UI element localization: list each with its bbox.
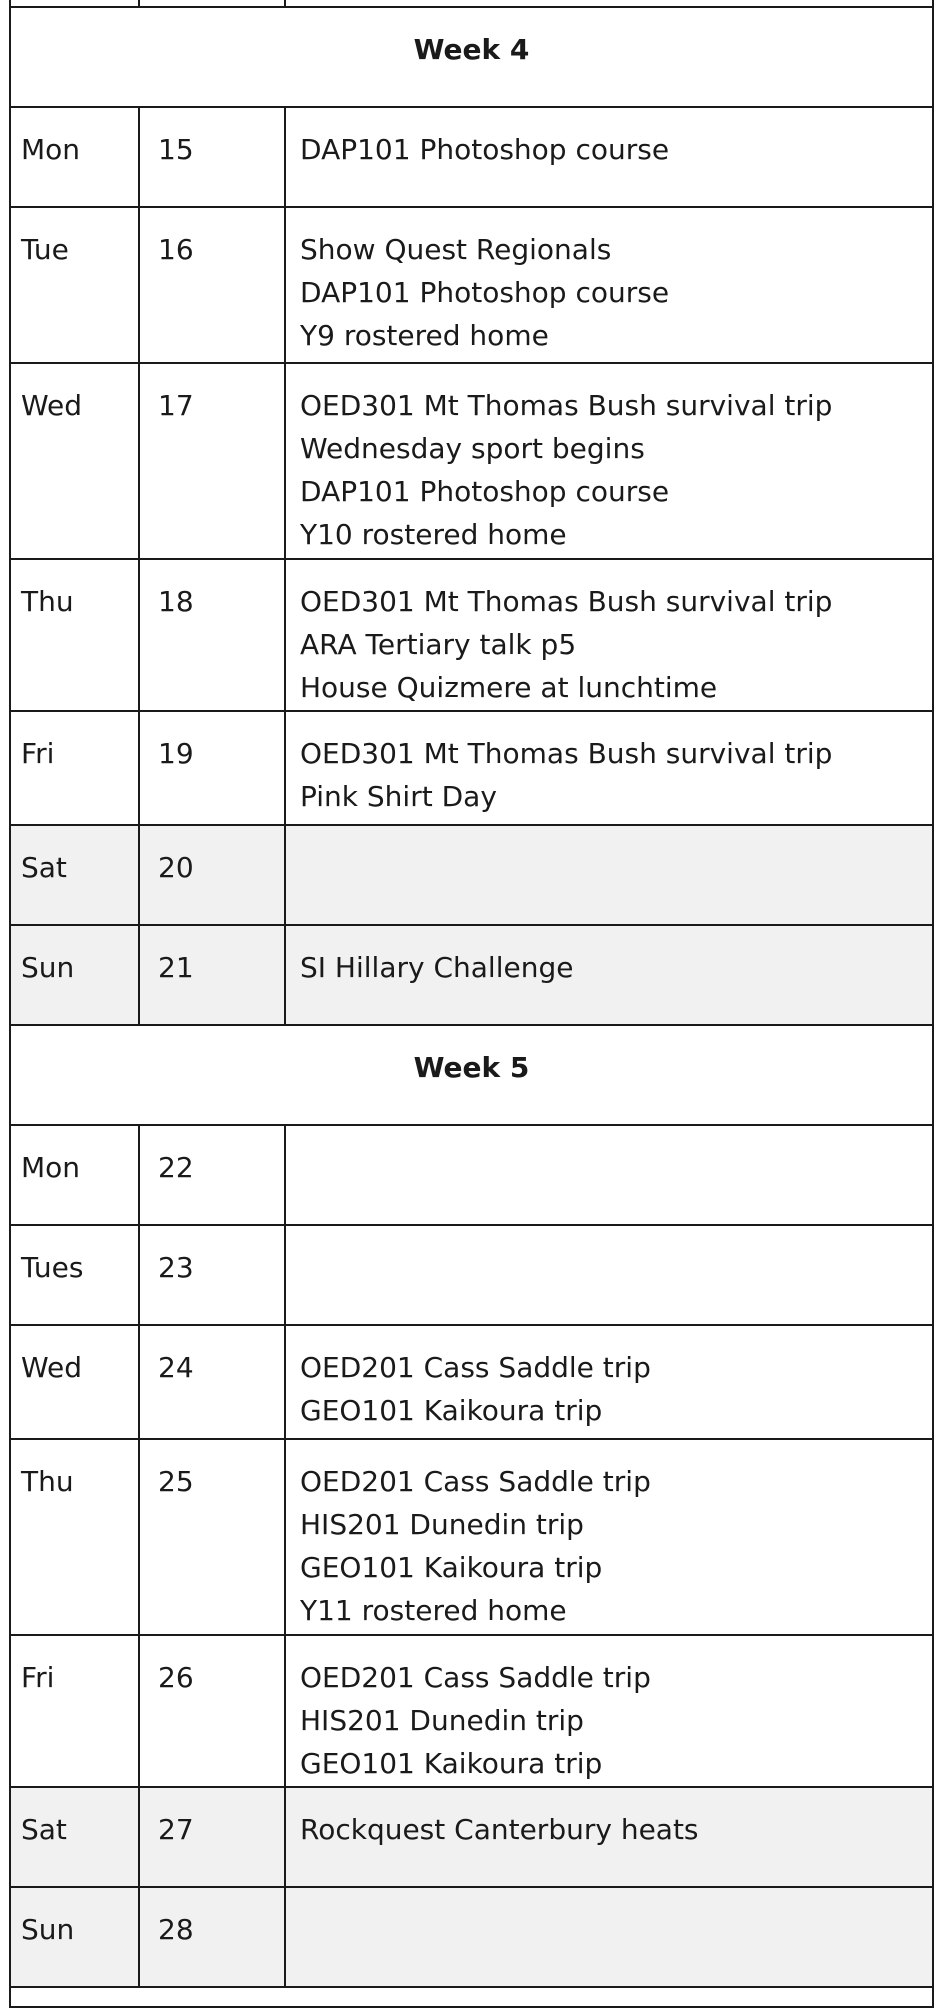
previous-row-remnant — [10, 0, 933, 7]
event-item: GEO101 Kaikoura trip — [300, 1747, 603, 1780]
events-cell — [285, 925, 933, 1025]
event-item: DAP101 Photoshop course — [300, 475, 670, 508]
stub-cell — [285, 0, 933, 7]
day-name-cell: Thu — [10, 559, 139, 711]
day-name-cell: Fri — [10, 711, 139, 825]
event-item: Y11 rostered home — [300, 1594, 567, 1627]
date-cell: 17 — [139, 363, 285, 559]
date-cell: 19 — [139, 711, 285, 825]
day-row — [10, 363, 933, 559]
event-item: Y9 rostered home — [300, 319, 549, 352]
events-cell — [285, 1325, 933, 1439]
event-item: DAP101 Photoshop course — [300, 276, 670, 309]
date-cell: 15 — [139, 107, 285, 207]
event-item: OED201 Cass Saddle trip — [300, 1661, 651, 1694]
event-item: SI Hillary Challenge — [300, 951, 574, 984]
event-item: HIS201 Dunedin trip — [300, 1704, 584, 1737]
date-cell: 24 — [139, 1325, 285, 1439]
term-calendar-table — [9, 0, 934, 2008]
day-name-cell: Tues — [10, 1225, 139, 1325]
date-cell: 20 — [139, 825, 285, 925]
event-item: ARA Tertiary talk p5 — [300, 628, 577, 661]
next-row-remnant — [10, 1987, 933, 2007]
event-item: Rockquest Canterbury heats — [300, 1813, 699, 1846]
day-row — [10, 1439, 933, 1635]
day-name-cell: Mon — [10, 1125, 139, 1225]
event-item: OED201 Cass Saddle trip — [300, 1351, 651, 1384]
event-item: GEO101 Kaikoura trip — [300, 1551, 603, 1584]
day-row — [10, 1325, 933, 1439]
events-cell — [285, 107, 933, 207]
event-item: Wednesday sport begins — [300, 432, 645, 465]
events-cell — [285, 1439, 933, 1635]
date-cell: 18 — [139, 559, 285, 711]
events-cell — [285, 711, 933, 825]
day-name-cell: Sat — [10, 825, 139, 925]
date-cell: 22 — [139, 1125, 285, 1225]
calendar-body — [10, 0, 933, 2007]
day-row — [10, 825, 933, 925]
week-title: Week 4 — [10, 7, 933, 107]
events-cell — [285, 1635, 933, 1787]
day-name-cell: Mon — [10, 107, 139, 207]
stub-cell — [10, 0, 139, 7]
week-header-row — [10, 1025, 933, 1125]
day-name-cell: Sun — [10, 925, 139, 1025]
day-name-cell: Thu — [10, 1439, 139, 1635]
event-item: House Quizmere at lunchtime — [300, 671, 718, 704]
date-cell: 27 — [139, 1787, 285, 1887]
day-row — [10, 1635, 933, 1787]
date-cell: 28 — [139, 1887, 285, 1987]
day-name-cell: Tue — [10, 207, 139, 363]
events-cell — [285, 363, 933, 559]
events-cell — [285, 207, 933, 363]
day-row — [10, 925, 933, 1025]
week-title: Week 5 — [10, 1025, 933, 1125]
day-row — [10, 711, 933, 825]
day-row — [10, 207, 933, 363]
week-header-row — [10, 7, 933, 107]
events-cell — [285, 1125, 933, 1225]
date-cell: 16 — [139, 207, 285, 363]
event-item: OED301 Mt Thomas Bush survival trip — [300, 737, 833, 770]
day-name-cell: Fri — [10, 1635, 139, 1787]
stub-cell — [139, 0, 285, 7]
date-cell: 21 — [139, 925, 285, 1025]
event-item: Y10 rostered home — [300, 518, 567, 551]
event-item: OED201 Cass Saddle trip — [300, 1465, 651, 1498]
stub-cell — [10, 1987, 933, 2007]
day-name-cell: Wed — [10, 1325, 139, 1439]
event-item: Pink Shirt Day — [300, 780, 497, 813]
day-name-cell: Sun — [10, 1887, 139, 1987]
date-cell: 25 — [139, 1439, 285, 1635]
event-item: Show Quest Regionals — [300, 233, 612, 266]
events-cell — [285, 559, 933, 711]
event-item: OED301 Mt Thomas Bush survival trip — [300, 389, 833, 422]
day-row — [10, 1125, 933, 1225]
day-name-cell: Wed — [10, 363, 139, 559]
day-row — [10, 559, 933, 711]
day-row — [10, 107, 933, 207]
events-cell — [285, 1787, 933, 1887]
day-row — [10, 1225, 933, 1325]
date-cell: 23 — [139, 1225, 285, 1325]
date-cell: 26 — [139, 1635, 285, 1787]
day-name-cell: Sat — [10, 1787, 139, 1887]
day-row — [10, 1887, 933, 1987]
event-item: GEO101 Kaikoura trip — [300, 1394, 603, 1427]
events-cell — [285, 1887, 933, 1987]
event-item: HIS201 Dunedin trip — [300, 1508, 584, 1541]
events-cell — [285, 1225, 933, 1325]
event-item: DAP101 Photoshop course — [300, 133, 670, 166]
events-cell — [285, 825, 933, 925]
day-row — [10, 1787, 933, 1887]
event-item: OED301 Mt Thomas Bush survival trip — [300, 585, 833, 618]
